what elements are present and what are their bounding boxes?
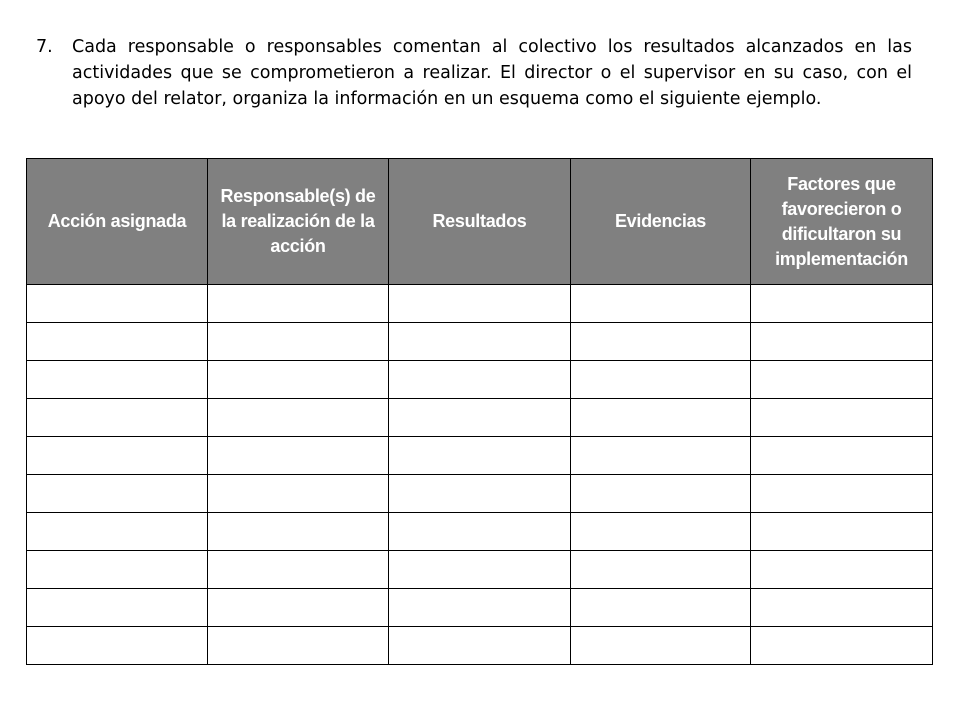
table-cell[interactable] (27, 589, 208, 627)
table-cell[interactable] (27, 399, 208, 437)
instruction-paragraph (36, 34, 912, 112)
table-cell[interactable] (571, 323, 751, 361)
table-row (27, 285, 933, 323)
table-cell[interactable] (389, 627, 571, 665)
table-cell[interactable] (208, 589, 389, 627)
table-cell[interactable] (389, 399, 571, 437)
table-cell[interactable] (571, 627, 751, 665)
header-factores: Factores que favorecieron o dificultaron su implementación (751, 159, 933, 285)
table-cell[interactable] (27, 551, 208, 589)
table-cell[interactable] (751, 323, 933, 361)
table-cell[interactable] (571, 589, 751, 627)
table-cell[interactable] (751, 627, 933, 665)
table-row (27, 589, 933, 627)
header-responsables: Responsable(s) de la realización de la acción (208, 159, 389, 285)
table-cell[interactable] (208, 551, 389, 589)
table-cell[interactable] (27, 513, 208, 551)
table-row (27, 551, 933, 589)
table-cell[interactable] (571, 437, 751, 475)
table-cell[interactable] (27, 627, 208, 665)
table-cell[interactable] (27, 475, 208, 513)
table-cell[interactable] (389, 589, 571, 627)
table-body (27, 285, 933, 665)
table-cell[interactable] (389, 285, 571, 323)
table-cell[interactable] (389, 361, 571, 399)
table-cell[interactable] (208, 437, 389, 475)
table-cell[interactable] (751, 475, 933, 513)
table-cell[interactable] (208, 399, 389, 437)
table-cell[interactable] (751, 513, 933, 551)
table-cell[interactable] (389, 551, 571, 589)
table-row (27, 513, 933, 551)
table-cell[interactable] (389, 437, 571, 475)
header-accion-asignada: Acción asignada (27, 159, 208, 285)
table-header-row (27, 159, 933, 285)
table-cell[interactable] (208, 513, 389, 551)
table-cell[interactable] (571, 399, 751, 437)
table-row (27, 437, 933, 475)
table-cell[interactable] (571, 551, 751, 589)
header-resultados: Resultados (389, 159, 571, 285)
table-cell[interactable] (751, 589, 933, 627)
table-row (27, 475, 933, 513)
table-row (27, 323, 933, 361)
table-cell[interactable] (208, 323, 389, 361)
table-cell[interactable] (389, 475, 571, 513)
table-cell[interactable] (751, 551, 933, 589)
table-cell[interactable] (208, 627, 389, 665)
table-row (27, 627, 933, 665)
table-cell[interactable] (208, 475, 389, 513)
table-cell[interactable] (208, 285, 389, 323)
table-cell[interactable] (27, 323, 208, 361)
table-cell[interactable] (389, 513, 571, 551)
table-row (27, 399, 933, 437)
results-table (26, 158, 933, 665)
table-row (27, 361, 933, 399)
table-cell[interactable] (751, 399, 933, 437)
table-cell[interactable] (27, 437, 208, 475)
table-cell[interactable] (571, 475, 751, 513)
table-cell[interactable] (571, 285, 751, 323)
instruction-text: Cada responsable o responsables comentan al colectivo los resultados alcanzados en las actividades que se comprometieron a realizar. El director o el supervisor en su caso, con el apoyo del relator, organiza la información en un esquema como el siguiente ejemplo. (72, 37, 912, 109)
table-cell[interactable] (389, 323, 571, 361)
table-cell[interactable] (571, 361, 751, 399)
table-cell[interactable] (208, 361, 389, 399)
header-evidencias: Evidencias (571, 159, 751, 285)
table-cell[interactable] (751, 437, 933, 475)
table-cell[interactable] (27, 285, 208, 323)
table-cell[interactable] (571, 513, 751, 551)
table-cell[interactable] (751, 361, 933, 399)
table-cell[interactable] (27, 361, 208, 399)
instruction-number: 7. (36, 37, 53, 57)
table-cell[interactable] (751, 285, 933, 323)
